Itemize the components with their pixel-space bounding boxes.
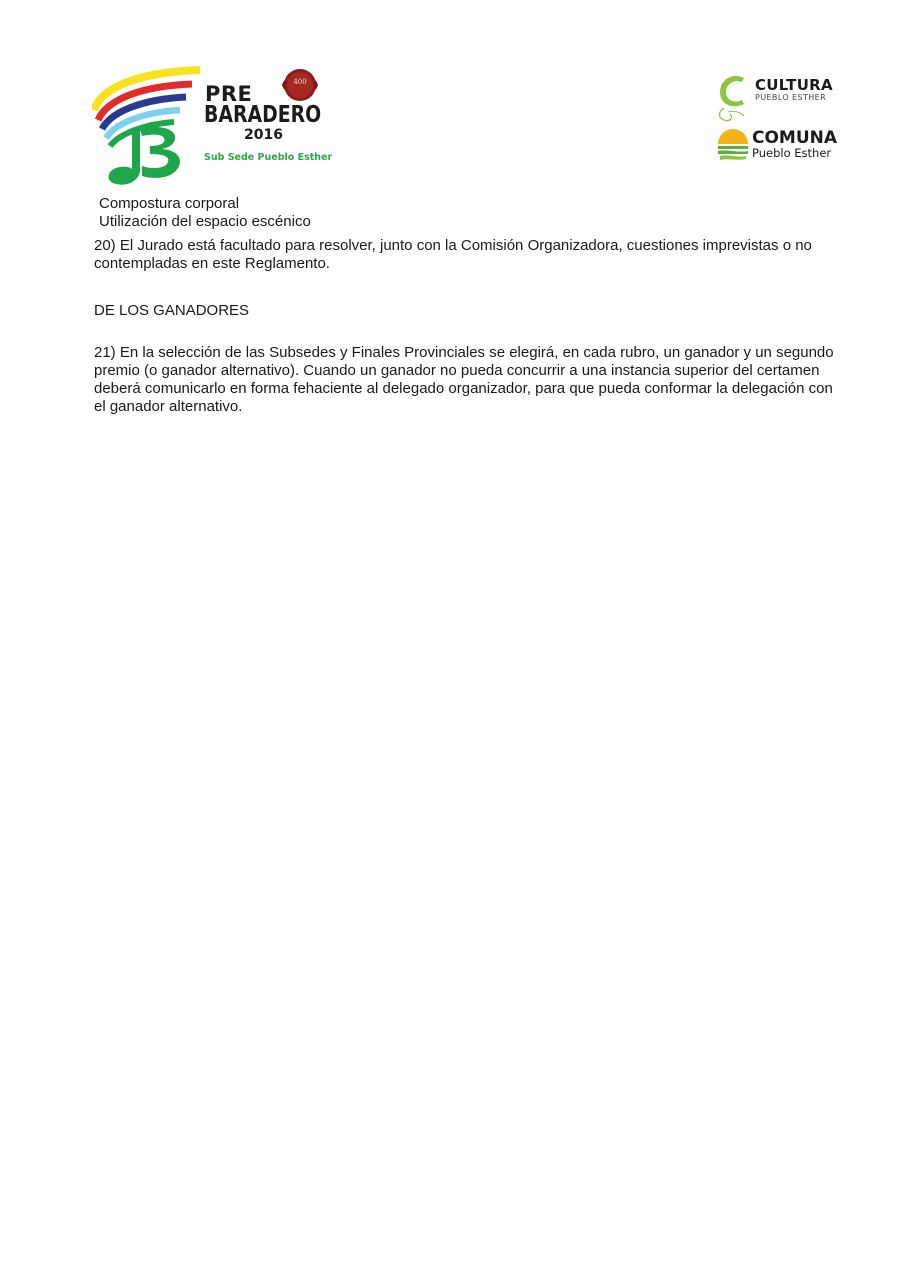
- comuna-title: COMUNA: [752, 128, 838, 148]
- comuna-subtitle: Pueblo Esther: [752, 146, 832, 160]
- section-heading: DE LOS GANADORES: [94, 302, 250, 319]
- seal-number: 400: [293, 78, 307, 86]
- pre-baradero-logo: [92, 66, 332, 188]
- logo-baradero-text: BARADERO: [204, 102, 322, 128]
- cultura-subtitle: PUEBLO ESTHER: [755, 93, 827, 102]
- cultura-title: CULTURA: [755, 76, 833, 94]
- logo-year-text: 2016: [244, 127, 283, 143]
- article-20-paragraph: 20) El Jurado está facultado para resolver, junto con la Comisión Organizadora, cuestiones imprevistas o no contempladas en este Reglamento.: [94, 237, 812, 272]
- cultura-comuna-logo: [714, 72, 844, 168]
- logo-subsede-text: Sub Sede Pueblo Esther: [204, 152, 333, 163]
- article-21-paragraph: 21) En la selección de las Subsedes y Finales Provinciales se elegirá, en cada rubro, un ganador y un segundo premio (o ganador alternativo). Cuando un ganador no pueda concurrir a una instancia superior del certamen deberá comunicarlo en forma fehaciente al delegado organizador, para que pueda conformar la delegación con el ganador alternativo.: [94, 344, 834, 415]
- criteria-item: Utilización del espacio escénico: [99, 213, 311, 230]
- logo-pre-text: PRE: [205, 82, 253, 106]
- criteria-item: Compostura corporal: [99, 195, 240, 212]
